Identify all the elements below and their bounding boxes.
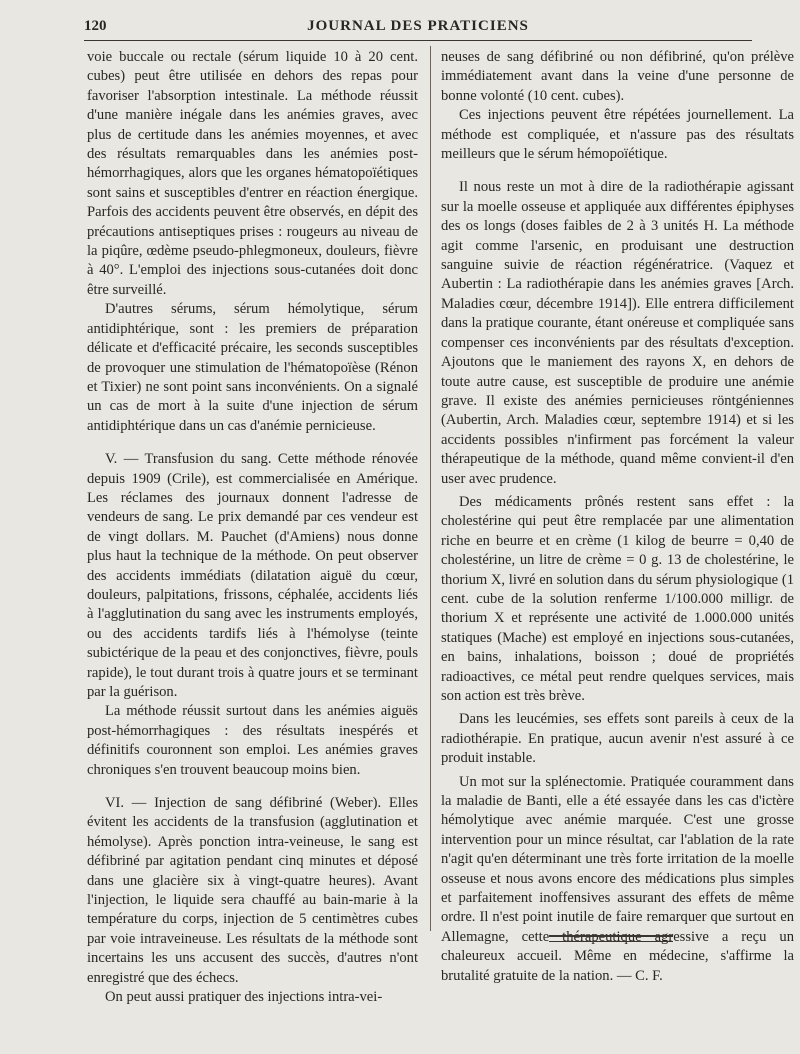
paragraph: Il nous reste un mot à dire de la radiothérapie agissant sur la moelle osseuse et appliquée aux différentes épiphyses des os longs (doses faibles de 2 à 3 unités H. La méthode agit comme l'arsenic, en produisant une destruction sanguine suivie de réaction régénératrice. (Vaquez et Aubertin : La radiothérapie dans les anémies graves [Arch. Maladies cœur, décembre 1914]). Elle entrera difficilement dans la pratique courante, étant onéreuse et compliquée sans compenser ces inconvénients par des résultats d'exception. Ajoutons que le maniement des rayons X, en dehors de toute autre cause, est susceptible de produire une anémie grave. Il existe des anémies pernicieuses röntgéniennes (Aubertin, Arch. Maladies cœur, septembre 1914) et si les accidents possibles n'infirment pas forcément la valeur thérapeutique de la méthode, quand même convient-il d'en user avec prudence. [441, 179, 794, 487]
page-header [84, 14, 752, 41]
page-number: 120 [84, 18, 107, 34]
end-of-article-rule [549, 935, 673, 942]
paragraph: On peut aussi pratiquer des injections intra-vei- [105, 989, 383, 1006]
left-column [87, 48, 418, 1008]
paragraph: Ces injections peuvent être répétées journellement. La méthode est compliquée, et n'assure pas des résultats meilleurs que le sérum hémopoïétique. [441, 107, 794, 163]
paragraph: La méthode réussit surtout dans les anémies aiguës post-hémorrhagiques : des résultats inespérés et définitifs couronnent son emploi. Les anémies graves chroniques s'en trouvent beaucoup moins bien. [87, 703, 418, 778]
paragraph: Des médicaments prônés restent sans effet : la cholestérine qui peut être remplacée par une alimentation riche en beurre et en crème (1 kilog de beurre = 0,40 de cholestérine, un litre de crème = 0 g. 13 de cholestérine, le thorium X, livré en solution dans du sérum physiologique (1 cent. cube de la solution renferme 1/100.000 milligr. de thorium X et représente une activité de 1.000.000 unités statiques (Mache) est employé en injections sous-cutanées, en bains, inhalations, boisson ; doué de propriétés radioactives, ce métal peut rendre quelques services, mais son action est très brève. [441, 493, 794, 704]
paragraph: voie buccale ou rectale (sérum liquide 10 à 20 cent. cubes) peut être utilisée en dehors des repas pour favoriser l'absorption intestinale. La méthode réussit d'une manière inégale dans les anémies graves, avec plus de certitude dans les anémies moyennes, et avec des résultats remarquables dans les anémies post-hémorrhagiques, alors que les organes hématopoïétiques sont sains et susceptibles d'entrer en réaction énergique. Parfois des accidents peuvent être observés, en dépit des précautions antiseptiques prises : rougeurs au niveau de la piqûre, œdème pseudo-phlegmoneux, douleurs, fièvre à 40°. L'emploi des injections sous-cutanées doit donc être surveillé. [87, 49, 418, 298]
column-divider [430, 46, 431, 931]
paragraph: VI. — Injection de sang défibriné (Weber). Elles évitent les accidents de la transfusion (agglutination et hémolyse). Après ponction intra-veineuse, le sang est défibriné par agitation pendant cinq minutes et déposé dans une glacière six à vingt-quatre heures). Avant l'injection, le liquide sera chauffé au bain-marie à la température du corps, injection de 5 centimètres cubes par voie intraveineuse. Les résultats de la méthode sont incertains les uns accusent des succès, d'autres n'ont enregistré que des échecs. [87, 795, 418, 986]
paragraph: D'autres sérums, sérum hémolytique, sérum antidiphtérique, sont : les premiers de préparation délicate et d'efficacité précaire, les seconds susceptibles de provoquer une stimulation de l'hématopoïèse (Rénon et Tixier) ne sont point sans inconvénients. On a signalé un cas de mort à la suite d'une injection de sérum antidiphtérique dans un cas d'anémie pernicieuse. [87, 301, 418, 434]
paragraph: Dans les leucémies, ses effets sont pareils à ceux de la radiothérapie. En pratique, aucun avenir n'est assuré à ce produit instable. [441, 711, 794, 767]
right-column [441, 48, 794, 986]
paragraph: neuses de sang défibriné ou non défibriné, qu'on prélève immédiatement avant dans la veine d'une personne de bonne volonté (10 cent. cubes). [441, 49, 794, 104]
paragraph: V. — Transfusion du sang. Cette méthode rénovée depuis 1909 (Crile), est commercialisée en Amérique. Les réclames des journaux donnent l'adresse de vendeurs de sang. Le prix demandé par ces vendeur est de vingt dollars. M. Pauchet (d'Amiens) nous donne plus haut la technique de la méthode. On peut observer des accidents immédiats (dilatation aiguë du cœur, douleurs, palpitations, frissons, céphalée, accidents liés à l'agglutination du sang avec les instruments employés, ou des accidents tardifs liés à l'hémolyse (teinte subictérique de la peau et des conjonctives, fièvre, pouls rapide), le tout durant trois à quatre jours et se terminant par la guérison. [87, 451, 418, 700]
running-title: JOURNAL DES PRATICIENS [307, 18, 529, 34]
paragraph: Un mot sur la splénectomie. Pratiquée couramment dans la maladie de Banti, elle a été essayée dans les cas d'ictère hémolytique avec anémie marquée. C'est une grosse intervention pour un mince résultat, car l'ablation de la rate n'agit qu'en déterminant une très forte irritation de la moelle osseuse et nous avons encore des médications plus simples et parfaitement inoffensives assurant des effets de même ordre. Il n'est point inutile de faire remarquer que surtout en Allemagne, cette thérapeutique agressive a reçu un chaleureux accueil. Même en médecine, s'affirme la brutalité gratuite de la nation. — C. F. [441, 773, 794, 984]
